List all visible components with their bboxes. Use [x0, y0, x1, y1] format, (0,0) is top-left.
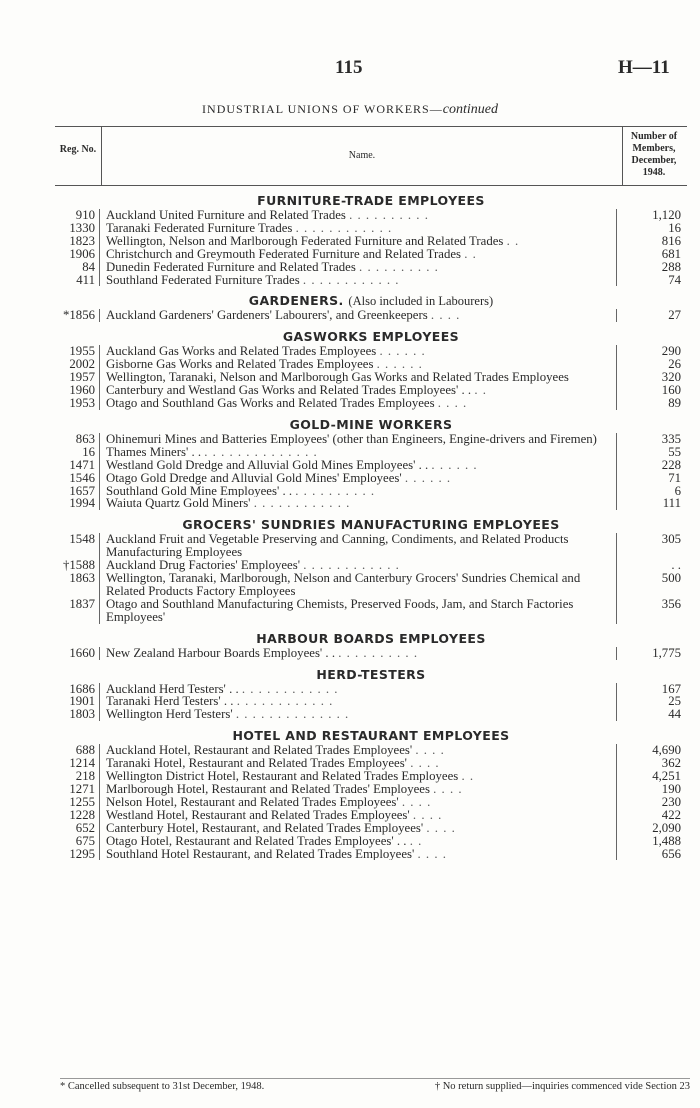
leader-dots: . . . . . . . . . . . . [241, 682, 339, 696]
union-name-cell [99, 757, 617, 770]
union-name-cell [99, 248, 617, 261]
union-name: Thames Miners' . . [106, 445, 202, 459]
union-name-cell [99, 384, 617, 397]
reg-no: 218 [75, 769, 95, 784]
reg-no: 652 [75, 820, 95, 835]
section-title [55, 328, 687, 345]
union-name: Auckland United Furniture and Related Trades [106, 209, 346, 222]
union-name-cell [99, 647, 617, 660]
union-name-cell [99, 822, 617, 835]
section-title-text: HERD-TESTERS [316, 666, 426, 682]
section-title-text: GASWORKS EMPLOYEES [282, 329, 460, 345]
union-name-cell [99, 835, 617, 848]
table-row [55, 770, 687, 783]
table-row [55, 222, 687, 235]
union-name-cell [99, 572, 617, 598]
table-row [55, 809, 687, 822]
union-name-cell [99, 345, 617, 358]
union-name: Taranaki Federated Furniture Trades [106, 221, 293, 235]
table-row [55, 345, 687, 358]
union-name: Otago and Southland Manufacturing Chemists, Preserved Foods, Jam, and Starch Factories Employees' [106, 597, 574, 624]
leader-dots: . . . . [430, 309, 461, 323]
leader-dots: . . . . [417, 847, 447, 861]
member-count: 167 [661, 681, 681, 696]
section-title [55, 192, 687, 209]
member-count: 681 [661, 246, 681, 261]
union-name: Auckland Fruit and Vegetable Preserving and Canning, Condiments, and Related Products Manufacturing Employees [106, 533, 569, 560]
union-name: Otago Gold Dredge and Alluvial Gold Mines' Employees' [106, 471, 402, 485]
union-name: Auckland Gardeners' Gardeners' Labourers', and Greenkeepers [106, 309, 428, 323]
table-body [55, 192, 687, 860]
union-name: Canterbury Hotel, Restaurant, and Related Trades Employees' [106, 821, 424, 835]
member-count: 26 [668, 357, 681, 372]
reg-no: 1214 [69, 756, 95, 771]
table-row [55, 459, 687, 472]
member-count: 2,090 [652, 820, 681, 835]
member-count: 160 [661, 383, 681, 398]
union-name: Gisborne Gas Works and Related Trades Employees [106, 358, 374, 372]
union-name-cell [99, 446, 617, 459]
table-row [55, 598, 687, 624]
name-header: Name. [101, 127, 623, 185]
leader-dots: . . . . [433, 783, 463, 796]
leader-dots: . . . . . . . . . . . . . . [235, 708, 350, 722]
member-count: 25 [668, 694, 681, 709]
leader-dots: . . . . [415, 744, 445, 758]
member-count: 656 [661, 846, 681, 861]
leader-dots: . . . . . . . . . . [338, 646, 419, 660]
table-row [55, 533, 687, 559]
member-count: 74 [668, 272, 681, 287]
union-name-cell [99, 809, 617, 822]
member-count: 290 [661, 344, 681, 359]
reg-no: 1960 [69, 383, 95, 398]
members-header: Number of Members, December, 1948. [630, 131, 678, 178]
leader-dots: . . . . [437, 396, 468, 410]
union-name: Wellington, Taranaki, Marlborough, Nelson and Canterbury Grocers' Sundries Chemical and Related Products Factory Employees [106, 572, 581, 598]
union-name: Wellington, Taranaki, Nelson and Marlborough Gas Works and Related Trades Employees [106, 371, 569, 385]
table-row [55, 274, 687, 287]
section-title-text: GROCERS' SUNDRIES MANUFACTURING EMPLOYEES [182, 517, 560, 533]
table-row [55, 209, 687, 222]
member-count: 1,775 [652, 645, 681, 660]
leader-dots: . . [474, 384, 487, 397]
reg-no: 1546 [69, 470, 95, 485]
table-row [55, 848, 687, 861]
union-name: Westland Hotel, Restaurant and Related Trades Employees' [106, 808, 410, 822]
table-row [55, 695, 687, 708]
union-name-cell [99, 796, 617, 809]
leader-dots: . . . . [401, 795, 432, 809]
table-row [55, 744, 687, 757]
page-number: 115 [335, 57, 363, 78]
member-count: 230 [661, 794, 681, 809]
reg-no: 84 [82, 259, 95, 274]
reg-no: 1657 [69, 483, 95, 498]
union-name: Auckland Gas Works and Related Trades Employees [106, 345, 377, 359]
union-name: Taranaki Hotel, Restaurant and Related Trades Employees' [106, 757, 407, 771]
leader-dots: . . [409, 834, 423, 848]
union-name: New Zealand Harbour Boards Employees' . . [106, 646, 336, 660]
union-name: Southland Gold Mine Employees' . . [106, 484, 293, 498]
union-name: Auckland Herd Testers' . . [106, 682, 239, 696]
reg-no: 910 [75, 208, 95, 222]
reg-no: 1953 [69, 395, 95, 410]
union-name: Nelson Hotel, Restaurant and Related Trades Employees' [106, 795, 399, 809]
union-name-cell [99, 708, 617, 721]
member-count: 422 [661, 807, 681, 822]
union-name-cell [99, 397, 617, 410]
table-header [55, 126, 687, 186]
table-row [55, 446, 687, 459]
table-row [55, 647, 687, 660]
table-row [55, 572, 687, 598]
section-title [55, 516, 687, 533]
reg-no-header: Reg. No. [59, 144, 97, 155]
reg-no: 1330 [69, 220, 95, 235]
member-count: 55 [668, 444, 681, 459]
union-name-cell [99, 371, 617, 384]
document-code: H—11 [618, 57, 670, 78]
table-row [55, 433, 687, 446]
member-count: 320 [661, 370, 681, 385]
leader-dots: . . . . [412, 808, 443, 822]
reg-no: 1686 [69, 681, 95, 696]
union-name: Southland Federated Furniture Trades [106, 273, 300, 287]
reg-no: 675 [75, 833, 95, 848]
table-row [55, 384, 687, 397]
unions-table [55, 126, 687, 860]
member-count: 27 [668, 308, 681, 323]
reg-no: 1901 [69, 694, 95, 709]
footnote-cancelled: * Cancelled subsequent to 31st December, 1948. [60, 1081, 265, 1092]
leader-dots: . . . . [426, 821, 456, 835]
union-name: Otago and Southland Gas Works and Related Trades Employees [106, 396, 435, 410]
table-row [55, 822, 687, 835]
table-row [55, 796, 687, 809]
table-row [55, 757, 687, 770]
reg-no: 1548 [69, 532, 95, 547]
table-row [55, 397, 687, 410]
union-name: Canterbury and Westland Gas Works and Related Trades Employees' . . [106, 384, 472, 397]
table-row [55, 835, 687, 848]
footnote-no-return: † No return supplied—inquiries commenced vide Section 23 [434, 1081, 690, 1092]
reg-no: 1863 [69, 571, 95, 586]
running-title-text: INDUSTRIAL UNIONS OF WORKERS— [202, 102, 443, 116]
leader-dots: . . . . . . [379, 345, 426, 359]
member-count: 288 [661, 259, 681, 274]
reg-no: 1803 [69, 707, 95, 722]
union-name-cell [99, 695, 617, 708]
table-row [55, 783, 687, 796]
member-count: 71 [668, 470, 681, 485]
reg-no: *1856 [63, 308, 95, 323]
member-count: 6 [674, 483, 681, 498]
section-title [55, 666, 687, 683]
reg-no: 1837 [69, 596, 95, 611]
reg-no: †1588 [63, 558, 95, 573]
union-name: Waiuta Quartz Gold Miners' [106, 497, 251, 511]
leader-dots: . . . . . . . . . . . . [253, 497, 351, 511]
reg-no: 1271 [69, 782, 95, 796]
union-name-cell [99, 559, 617, 572]
section-title [55, 727, 687, 744]
reg-no: 1660 [69, 645, 95, 660]
union-name-cell [99, 459, 617, 472]
union-name-cell [99, 848, 617, 861]
union-name-cell [99, 533, 617, 559]
union-name: Auckland Drug Factories' Employees' [106, 559, 301, 573]
member-count: 356 [661, 596, 681, 611]
section-title [55, 292, 687, 309]
union-name-cell [99, 433, 617, 446]
union-name-cell [99, 497, 617, 510]
union-name-cell [99, 783, 617, 796]
leader-dots: . . [506, 234, 520, 248]
union-name-cell [99, 683, 617, 696]
section-title-text: GOLD-MINE WORKERS [289, 416, 453, 432]
table-row [55, 261, 687, 274]
union-name-cell [99, 274, 617, 287]
running-title [0, 102, 700, 118]
leader-dots: . . . . . . . . . . . . [295, 221, 393, 235]
member-count: 190 [661, 782, 681, 796]
section-title-text: HOTEL AND RESTAURANT EMPLOYEES [232, 728, 510, 744]
reg-no: 1957 [69, 370, 95, 385]
reg-no: 1955 [69, 344, 95, 359]
reg-no: 1906 [69, 246, 95, 261]
member-count: 44 [668, 707, 681, 722]
leader-dots: . . . . . . . . . . [295, 484, 376, 498]
table-row [55, 559, 687, 572]
member-count: 816 [661, 233, 681, 248]
reg-no: 1823 [69, 233, 95, 248]
union-name-cell [99, 235, 617, 248]
member-count: . . [671, 558, 681, 573]
union-name-cell [99, 209, 617, 222]
member-count: 89 [668, 395, 681, 410]
leader-dots: . . . . . . [404, 471, 452, 485]
table-row [55, 497, 687, 510]
member-count: 16 [668, 220, 681, 235]
leader-dots: . . . . . . . . . . [349, 209, 429, 222]
leader-dots: . . . . . . . . . . . . [236, 695, 334, 709]
member-count: 228 [661, 457, 681, 472]
union-name-cell [99, 358, 617, 371]
reg-no: 16 [82, 444, 95, 459]
union-name: Wellington District Hotel, Restaurant and Related Trades Employees [106, 770, 459, 783]
reg-no: 411 [76, 272, 95, 287]
union-name-cell [99, 598, 617, 624]
union-name-cell [99, 222, 617, 235]
union-name: Auckland Hotel, Restaurant and Related Trades Employees' [106, 744, 413, 758]
union-name: Otago Hotel, Restaurant and Related Trades Employees' . . [106, 834, 407, 848]
union-name: Christchurch and Greymouth Federated Furniture and Related Trades [106, 247, 462, 261]
table-row [55, 683, 687, 696]
section-title [55, 630, 687, 647]
union-name-cell [99, 472, 617, 485]
table-row [55, 371, 687, 384]
union-name: Taranaki Herd Testers' . . [106, 695, 234, 709]
table-row [55, 248, 687, 261]
leader-dots: . . . . . . [431, 458, 478, 472]
union-name: Wellington Herd Testers' [106, 708, 233, 722]
union-name: Westland Gold Dredge and Alluvial Gold Mines Employees' . . [106, 458, 429, 472]
union-name-cell [99, 770, 617, 783]
union-name: Dunedin Federated Furniture and Related Trades [106, 260, 356, 274]
leader-dots: . . . . [410, 757, 440, 771]
leader-dots: . . [461, 770, 475, 783]
union-name: Marlborough Hotel, Restaurant and Related Trades' Employees [106, 783, 430, 796]
leader-dots: . . . . . . . . . . . . [302, 273, 400, 287]
section-title [55, 416, 687, 433]
leader-dots: . . . . . . [376, 358, 423, 372]
member-count: 1,488 [652, 833, 681, 848]
reg-no: 1255 [69, 794, 95, 809]
reg-no: 688 [75, 743, 95, 758]
section-title-text: HARBOUR BOARDS EMPLOYEES [256, 630, 486, 646]
table-row [55, 472, 687, 485]
member-count: 362 [661, 756, 681, 771]
union-name-cell [99, 309, 617, 322]
footnotes [60, 1078, 690, 1092]
section-title-text: GARDENERS. [248, 293, 344, 309]
reg-no: 1994 [69, 496, 95, 511]
member-count: 4,690 [652, 743, 681, 758]
table-row [55, 708, 687, 721]
table-row [55, 309, 687, 322]
union-name-cell [99, 485, 617, 498]
member-count: 111 [662, 496, 681, 511]
union-name-cell [99, 261, 617, 274]
union-name: Ohinemuri Mines and Batteries Employees' (other than Engineers, Engine-drivers and Firemen) [106, 432, 597, 446]
reg-no: 863 [75, 431, 95, 446]
leader-dots: . . [464, 247, 477, 261]
union-name-cell [99, 744, 617, 757]
member-count: 4,251 [652, 769, 681, 784]
reg-no: 2002 [69, 357, 95, 372]
reg-no: 1295 [69, 846, 95, 861]
union-name: Wellington, Nelson and Marlborough Federated Furniture and Related Trades [106, 234, 504, 248]
member-count: 305 [661, 532, 681, 547]
leader-dots: . . . . . . . . . . [359, 260, 439, 274]
section-title-text: FURNITURE-TRADE EMPLOYEES [257, 193, 485, 208]
section-note: (Also included in Labourers) [348, 294, 494, 309]
member-count: 335 [661, 431, 681, 446]
table-row [55, 485, 687, 498]
member-count: 500 [661, 571, 681, 586]
member-count: 1,120 [652, 208, 681, 222]
leader-dots: . . . . . . . . . . . . [303, 559, 400, 573]
reg-no: 1228 [69, 807, 95, 822]
reg-no: 1471 [69, 457, 95, 472]
running-title-continued: continued [442, 102, 498, 117]
union-name: Southland Hotel Restaurant, and Related Trades Employees' [106, 847, 415, 861]
table-row [55, 358, 687, 371]
table-row [55, 235, 687, 248]
leader-dots: . . . . . . . . . . . . . . [204, 445, 318, 459]
